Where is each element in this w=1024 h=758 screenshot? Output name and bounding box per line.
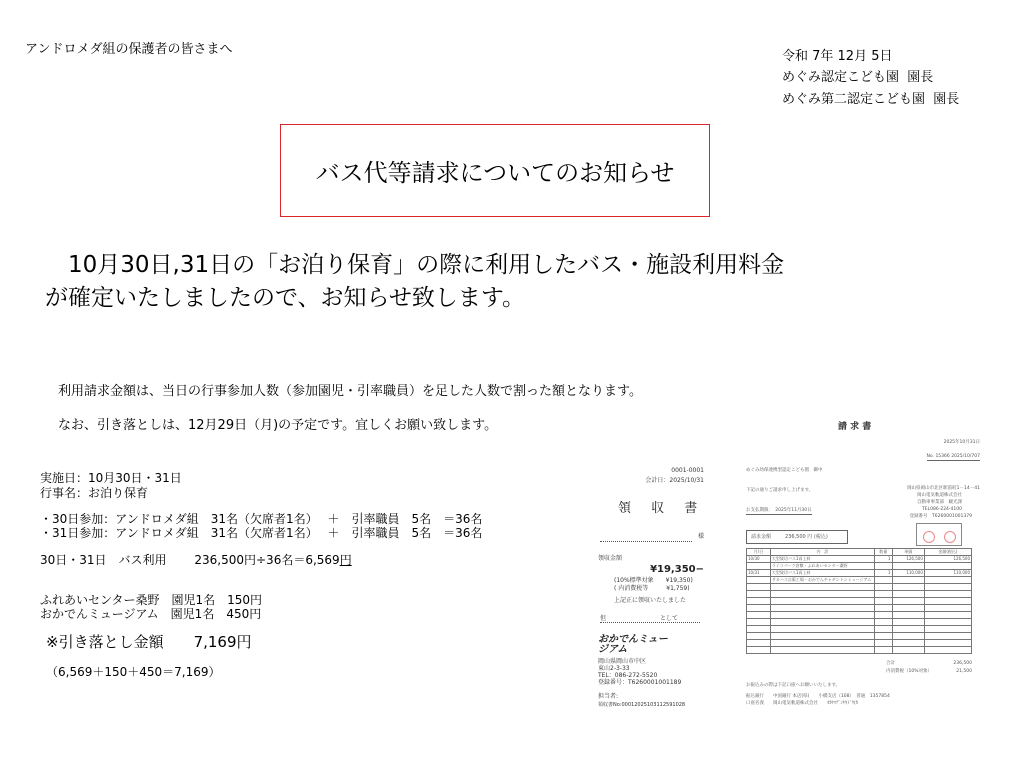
invoice-cell [874, 626, 892, 633]
invoice-cell [747, 619, 771, 626]
note-2: なお、引き落としは、12月29日（月)の予定です。宜しくお願い致します。 [58, 418, 498, 433]
title-box [280, 124, 710, 217]
event-name: 行事名：お泊り保育 [40, 486, 149, 500]
invoice-cell [892, 598, 924, 605]
event-date: 実施日：10月30日・31日 [40, 471, 182, 485]
sender-1: めぐみ認定こども園 園長 [782, 70, 934, 85]
invoice-cell [747, 633, 771, 640]
invoice-cell [924, 605, 971, 612]
invoice-cell: 1 [874, 570, 892, 577]
invoice-cell [924, 647, 971, 654]
company-reg: 登録番号 T6260001001379 [909, 514, 972, 519]
invoice-footer: お振込みの際は下記口座へお願いいたします。 [746, 683, 841, 688]
invoice-cell [747, 598, 771, 605]
invoice-cell [892, 577, 924, 584]
staff: 担当者: [598, 693, 619, 700]
invoice-cell [770, 640, 874, 647]
invoice-row [747, 612, 972, 619]
invoice-row [747, 563, 972, 570]
invoice-row [747, 598, 972, 605]
invoice-cell [747, 563, 771, 570]
lead-line-2: が確定いたしましたので、お知らせ致します。 [45, 285, 526, 311]
invoice-cell [874, 605, 892, 612]
bus-unit: 円 [339, 553, 352, 567]
receipt-number: 0001-0001 [671, 467, 704, 474]
invoice-row [747, 577, 972, 584]
invoice-cell [770, 633, 874, 640]
invoice-to: めぐみ幼保連携型認定こども園 御中 [746, 468, 823, 473]
invoice-due: お支払期限： 2025年11月30日 [746, 508, 812, 513]
receipt-image [596, 463, 708, 713]
invoice-cell [924, 577, 971, 584]
tax-label: 内消費税（10%対象） [886, 669, 933, 674]
invoice-cell: 大型貸切バス1両上料 [770, 570, 874, 577]
invoice-cell [874, 612, 892, 619]
invoice-col-header: 内 訳 [770, 549, 874, 556]
note-1: 利用請求金額は、当日の行事参加人数（参加園児・引率職員）を足した人数で割った額となります。 [58, 384, 642, 399]
invoice-image [738, 420, 988, 710]
invoice-cell: 110,000 [924, 570, 971, 577]
invoice-amount-box [746, 530, 848, 544]
lead-line-1: 10月30日,31日の「お泊り保育」の際に利用したバス・施設利用料金 [45, 252, 785, 278]
invoice-cell [874, 640, 892, 647]
invoice-row [747, 605, 972, 612]
company-addr: 岡山県岡山市北区駅前町1－14－41 [907, 486, 980, 491]
invoice-cell [924, 640, 971, 647]
invoice-cell [747, 584, 771, 591]
invoice-row [747, 619, 972, 626]
bus-line [40, 551, 352, 568]
slip-number: 領収書No:00012025103112591028 [598, 702, 686, 708]
receipt-amount: ¥19,350− [650, 564, 704, 575]
invoice-cell: サカハス自販工場・おかでんチャギントンミュージアム [770, 577, 874, 584]
date: 令和 7年 12月 5日 [782, 49, 893, 64]
invoice-cell [874, 598, 892, 605]
stamp-box [916, 523, 962, 546]
receipt-date: 会計日：2025/10/31 [645, 477, 704, 484]
invoice-cell [770, 584, 874, 591]
invoice-title: 請 求 書 [838, 422, 872, 432]
invoice-cell [892, 612, 924, 619]
invoice-cell [747, 647, 771, 654]
receipt-title: 領 収 書 [618, 501, 706, 516]
reg-number: 登録番号：T6260001001189 [598, 679, 682, 686]
invoice-cell [770, 591, 874, 598]
invoice-cell [892, 605, 924, 612]
subtotal-label: 合計 [886, 661, 895, 666]
facility-2: おかでんミュージアム 園児1名 450円 [40, 607, 262, 621]
company-tel: TEL086-224-4100 [922, 507, 962, 512]
invoice-cell [747, 605, 771, 612]
invoice-cell [874, 563, 892, 570]
invoice-cell [892, 584, 924, 591]
invoice-cell [770, 647, 874, 654]
account-holder: 口座名義 岡山電気軌道株式会社 ｵｶﾔﾏﾃﾞﾝｷｷﾄﾞｳ(ｶ [746, 701, 859, 706]
invoice-cell: 10/30 [747, 556, 771, 563]
invoice-cell [892, 647, 924, 654]
invoice-cell: 1 [874, 556, 892, 563]
invoice-cell [747, 577, 771, 584]
day31-line: ・31日参加：アンドロメダ組 31名（欠席者1名） ＋ 引率職員 5名 ＝36名 [40, 526, 483, 540]
invoice-cell [874, 619, 892, 626]
tel: TEL：086-272-5520 [598, 672, 658, 679]
invoice-no: No. 15366 2025/10/707 [926, 454, 980, 459]
invoice-row [747, 570, 972, 577]
invoice-cell [924, 598, 971, 605]
invoice-row [747, 640, 972, 647]
invoice-row [747, 584, 972, 591]
invoice-cell [924, 563, 971, 570]
invoice-row [747, 626, 972, 633]
amount-label: 領収金額 [598, 555, 623, 562]
invoice-col-header: 単価 [892, 549, 924, 556]
invoice-date: 2025年10月31日 [943, 440, 980, 445]
invoice-cell: 10/31 [747, 570, 771, 577]
invoice-cell [924, 626, 971, 633]
invoice-cell [770, 605, 874, 612]
page-title: バス代等請求についてのお知らせ [315, 159, 675, 187]
invoice-cell [924, 612, 971, 619]
invoice-cell [892, 591, 924, 598]
invoice-row [747, 647, 972, 654]
invoice-cell [892, 633, 924, 640]
invoice-cell [747, 626, 771, 633]
invoice-table [746, 548, 972, 654]
invoice-col-header: 数量 [874, 549, 892, 556]
invoice-cell [770, 626, 874, 633]
invoice-cell [924, 584, 971, 591]
facility-1: ふれあいセンター桑野 園児1名 150円 [40, 593, 263, 607]
invoice-row [747, 556, 972, 563]
invoice-cell [747, 612, 771, 619]
invoice-cell [892, 563, 924, 570]
company-dept: 自動車事業部 観光課 [917, 500, 962, 505]
invoice-col-header: 金額(税込) [924, 549, 971, 556]
invoice-cell [924, 591, 971, 598]
invoice-intro: 下記の通りご請求申し上げます。 [746, 488, 814, 493]
tax: 21,500 [956, 669, 972, 674]
invoice-amount-label: 請求金額 [751, 534, 772, 540]
company-name: 岡山電気軌道株式会社 [917, 493, 962, 498]
invoice-cell [747, 640, 771, 647]
invoice-cell [924, 633, 971, 640]
subtotal: 236,500 [953, 661, 972, 666]
invoice-cell: 110,000 [892, 570, 924, 577]
bank: 振込銀行 中国銀行 本店(県) 小橋支店（108） 普通 1357854 [746, 694, 890, 699]
invoice-cell [874, 577, 892, 584]
bus-label: 30日・31日 バス利用 [40, 553, 167, 567]
invoice-cell [874, 633, 892, 640]
invoice-cell [892, 626, 924, 633]
invoice-cell: ライコパーク倉敷・ふれあいセンター桑野 [770, 563, 874, 570]
invoice-cell [770, 598, 874, 605]
invoice-cell: 126,500 [924, 556, 971, 563]
tadashi: 但 として [600, 615, 700, 623]
bus-calc: 236,500円÷36名＝6,569 [194, 553, 340, 567]
invoice-cell [747, 591, 771, 598]
formula: （6,569＋150＋450＝7,169） [46, 665, 221, 679]
sender-2: めぐみ第二認定こども園 園長 [782, 92, 960, 107]
addressee: アンドロメダ組の保護者の皆さまへ [25, 42, 233, 57]
invoice-row [747, 633, 972, 640]
total-amount: ※引き落とし金額 7,169円 [46, 633, 252, 651]
invoice-cell [874, 647, 892, 654]
invoice-cell [770, 619, 874, 626]
shop-name: おかでんミュー ジアム [598, 634, 668, 655]
invoice-cell: 126,500 [892, 556, 924, 563]
addr-1: 岡山県岡山市中区 [598, 658, 647, 665]
invoice-cell [924, 619, 971, 626]
invoice-col-header: 月/日 [747, 549, 771, 556]
invoice-cell [874, 584, 892, 591]
invoice-cell [770, 612, 874, 619]
invoice-cell [874, 591, 892, 598]
tax-2: ( 内消費税等 ¥1,759) [614, 585, 690, 592]
invoice-cell [892, 640, 924, 647]
addr-2: 東山2-3-33 [598, 665, 630, 672]
tax-1: (10%標準対象 ¥19,350) [614, 577, 693, 584]
received-text: 上記正に領収いたしました [614, 597, 687, 604]
invoice-row [747, 591, 972, 598]
invoice-cell: 大型貸切バス1両上料 [770, 556, 874, 563]
invoice-cell [892, 619, 924, 626]
receipt-sama: 様 [697, 533, 704, 540]
day30-line: ・30日参加：アンドロメダ組 31名（欠席者1名） ＋ 引率職員 5名 ＝36名 [40, 512, 483, 526]
invoice-amount: 236,500 円 (税込) [785, 534, 828, 540]
